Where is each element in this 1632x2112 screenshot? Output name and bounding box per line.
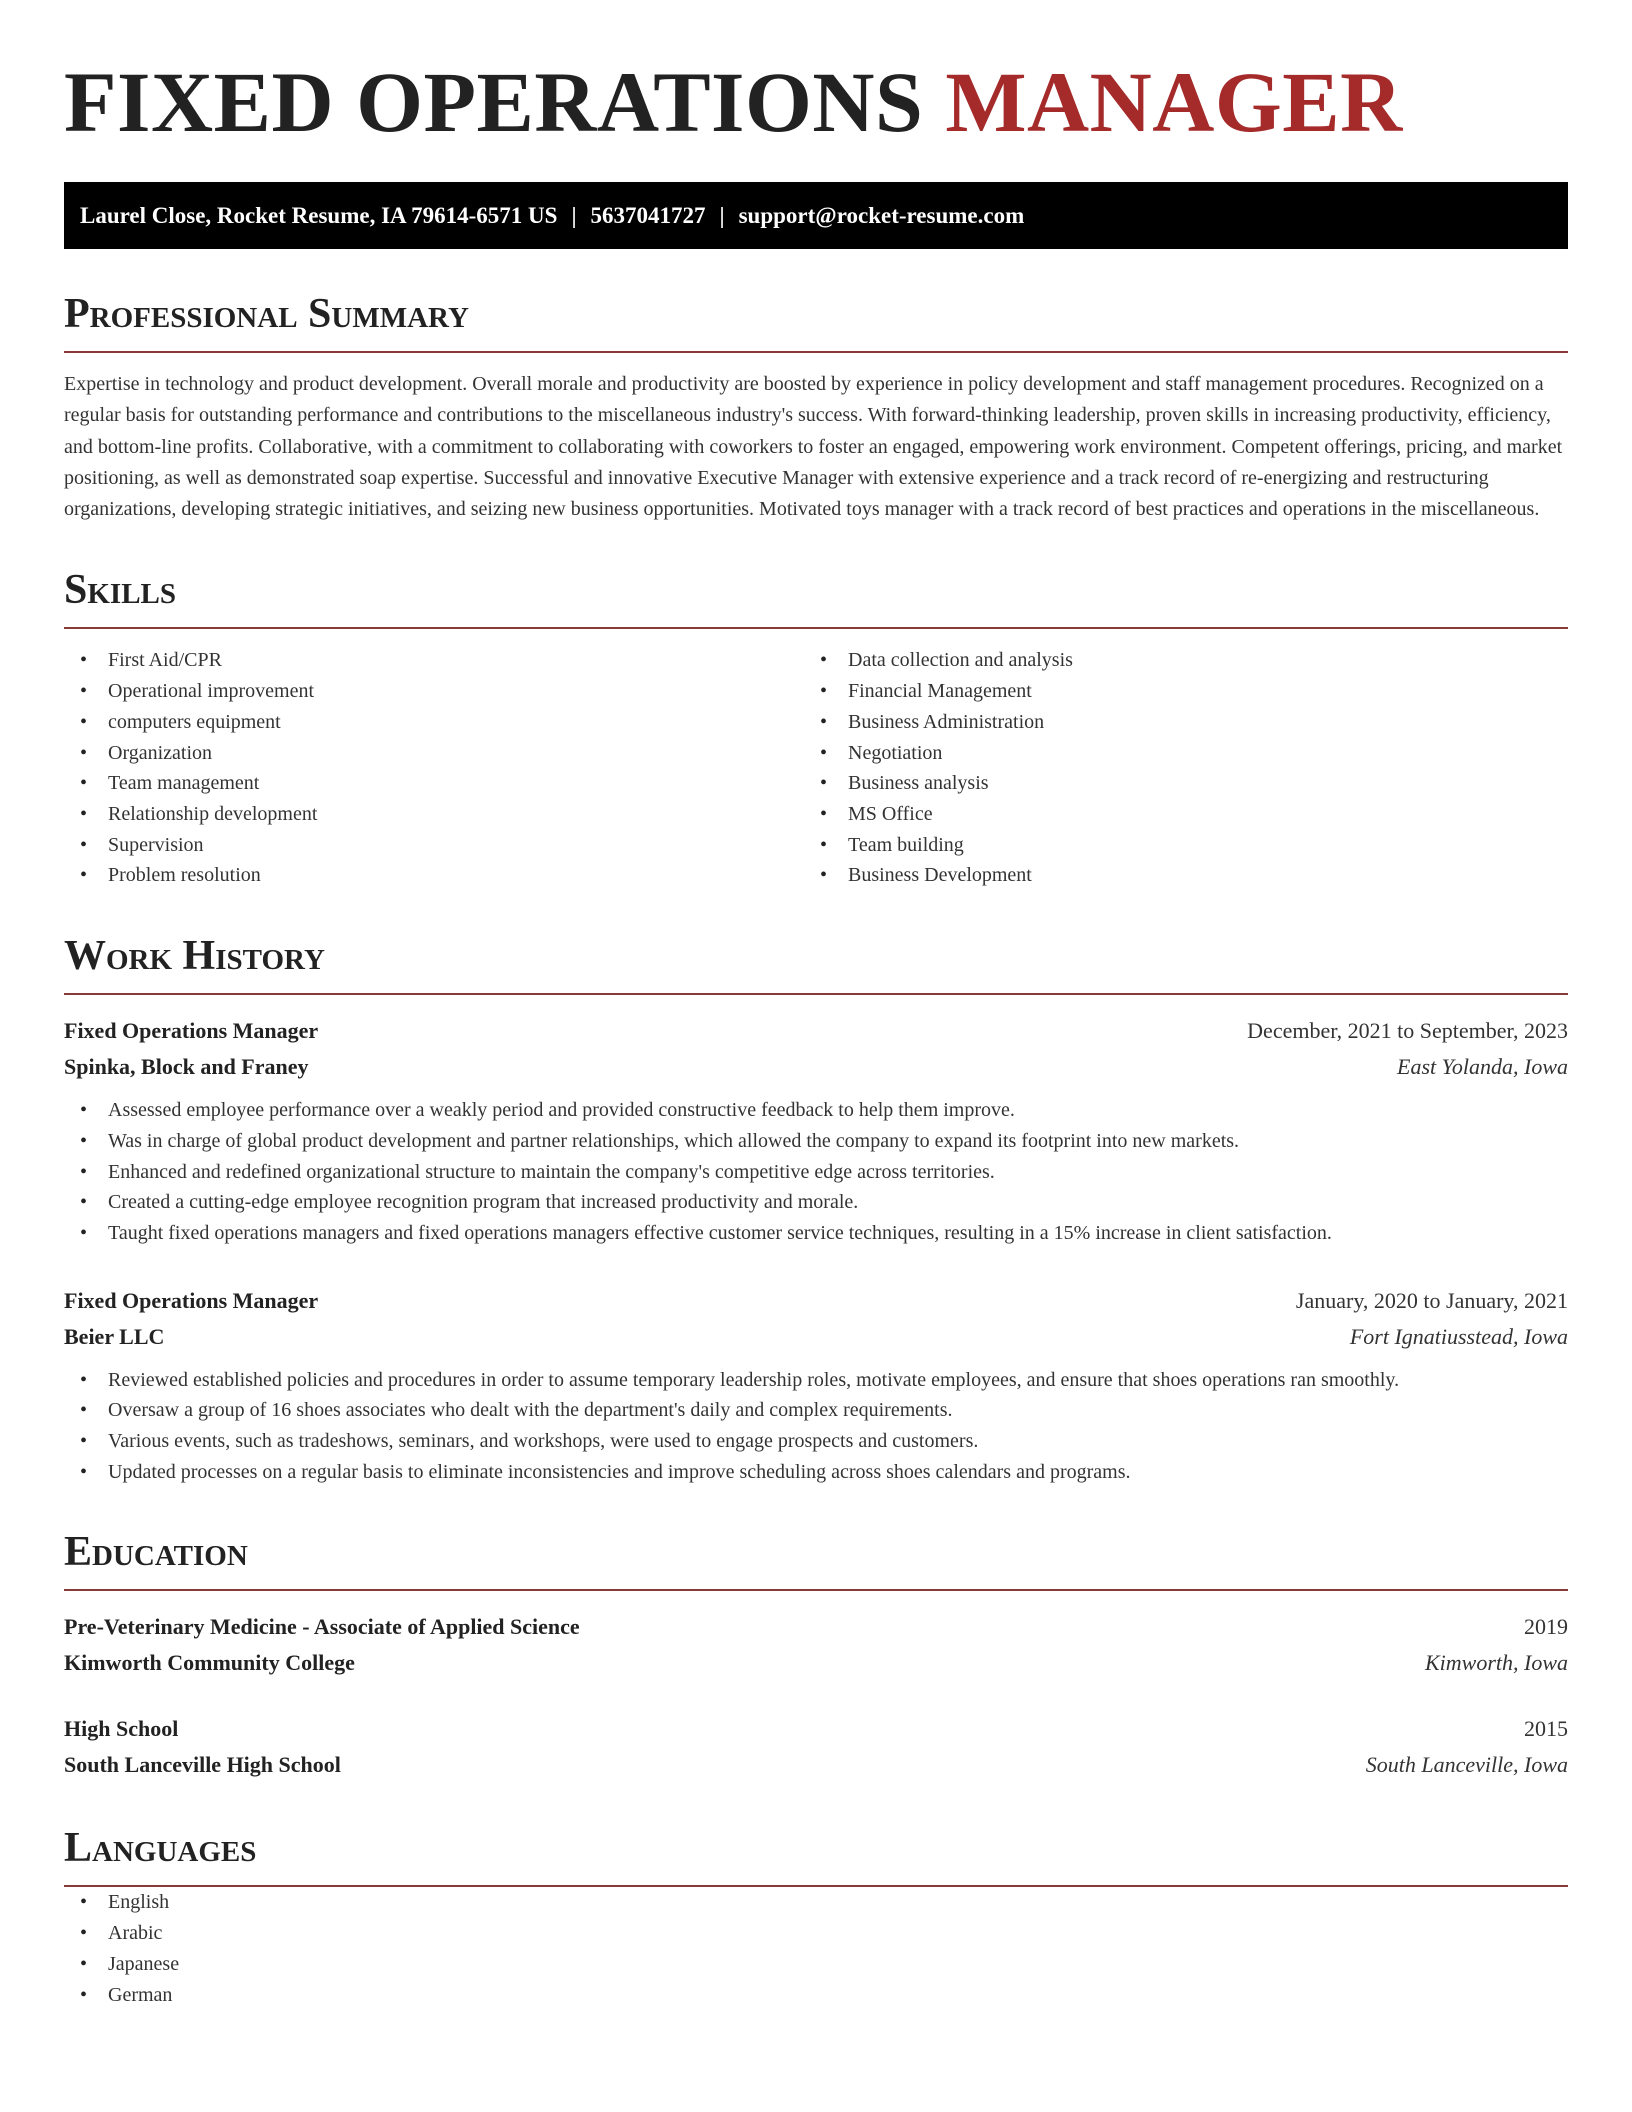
- job-bullet: • Created a cutting-edge employee recognition program that increased productivity and morale.: [64, 1187, 1568, 1218]
- section-heading-summary: Professional Summary: [64, 289, 1568, 353]
- education-location: Kimworth, Iowa: [1424, 1650, 1568, 1676]
- skill-item: • Team management: [64, 768, 804, 799]
- skill-item: • Team building: [804, 830, 1544, 861]
- skill-item: • computers equipment: [64, 707, 804, 738]
- education-year: 2019: [1524, 1614, 1568, 1640]
- language-item: • English: [64, 1887, 1568, 1918]
- job-location: East Yolanda, Iowa: [1397, 1054, 1568, 1080]
- title-main: FIXED OPERATIONS: [64, 54, 924, 150]
- section-heading-work: Work History: [64, 931, 1568, 995]
- education-school-row: [64, 1645, 1568, 1681]
- job-company: Spinka, Block and Franey: [64, 1054, 309, 1080]
- education-year: 2015: [1524, 1716, 1568, 1742]
- education-school-row: [64, 1747, 1568, 1783]
- skill-item: • Business analysis: [804, 768, 1544, 799]
- education-school: South Lanceville High School: [64, 1752, 341, 1778]
- job-title: Fixed Operations Manager: [64, 1287, 319, 1313]
- skills-list-right: [804, 645, 1544, 891]
- skills-list-left: [64, 645, 804, 891]
- skill-item: • Business Administration: [804, 707, 1544, 738]
- job-company-row: [64, 1049, 1568, 1085]
- education-entry: [64, 1711, 1568, 1783]
- job-bullet: • Oversaw a group of 16 shoes associates who dealt with the department's daily and complex requirements.: [64, 1395, 1568, 1426]
- education-location: South Lanceville, Iowa: [1365, 1752, 1568, 1778]
- contact-email: support@rocket-resume.com: [738, 203, 1025, 228]
- languages-list: [64, 1887, 1568, 2010]
- job-bullet: • Taught fixed operations managers and fixed operations managers effective customer service techniques, resulting in a 15% increase in client satisfaction.: [64, 1218, 1568, 1249]
- skills-grid: [64, 645, 1568, 891]
- title-accent: MANAGER: [945, 54, 1403, 150]
- job-title-row: [64, 1283, 1568, 1319]
- education-degree-row: [64, 1609, 1568, 1645]
- job-company-row: [64, 1319, 1568, 1355]
- skills-column-left: [64, 645, 804, 891]
- resume-title: [64, 52, 1568, 152]
- section-heading-languages: Languages: [64, 1823, 1568, 1887]
- job-bullet: • Was in charge of global product development and partner relationships, which allowed the company to expand its footprint into new markets.: [64, 1126, 1568, 1157]
- job-bullet: • Reviewed established policies and procedures in order to assume temporary leadership roles, motivate employees, and ensure that shoes operations ran smoothly.: [64, 1365, 1568, 1396]
- language-item: • German: [64, 1980, 1568, 2011]
- contact-phone: 5637041727: [590, 203, 706, 228]
- contact-separator: |: [719, 203, 725, 228]
- skill-item: • Operational improvement: [64, 676, 804, 707]
- job-location: Fort Ignatiusstead, Iowa: [1349, 1323, 1568, 1349]
- job-title-row: [64, 1013, 1568, 1049]
- summary-text: Expertise in technology and product development. Overall morale and productivity are boosted by experience in policy development and staff management procedures. Recognized on a regular basis for outstanding performance and contributions to the miscellaneous industry's success. With forward-thinking leadership, proven skills in increasing productivity, efficiency, and bottom-line profits. Collaborative, with a commitment to collaborating with coworkers to foster an engaged, empowering work environment. Competent offerings, pricing, and market positioning, as well as demonstrated soap expertise. Successful and innovative Executive Manager with extensive experience and a track record of re-energizing and restructuring organizations, developing strategic initiatives, and seizing new business opportunities. Motivated toys manager with a track record of best practices and operations in the miscellaneous.: [64, 373, 1563, 521]
- skill-item: • Organization: [64, 738, 804, 769]
- section-heading-education: Education: [64, 1527, 1568, 1591]
- skill-item: • Problem resolution: [64, 860, 804, 891]
- education-degree-row: [64, 1711, 1568, 1747]
- section-heading-skills: Skills: [64, 565, 1568, 629]
- contact-address: Laurel Close, Rocket Resume, IA 79614-6571 US: [80, 203, 558, 228]
- job-bullet: • Enhanced and redefined organizational structure to maintain the company's competitive edge across territories.: [64, 1157, 1568, 1188]
- job-title: Fixed Operations Manager: [64, 1018, 319, 1044]
- skills-column-right: [804, 645, 1544, 891]
- job-bullets: [64, 1365, 1568, 1488]
- contact-bar: [64, 182, 1568, 249]
- skill-item: • MS Office: [804, 799, 1544, 830]
- contact-separator: |: [571, 203, 577, 228]
- language-item: • Japanese: [64, 1949, 1568, 1980]
- skill-item: • Negotiation: [804, 738, 1544, 769]
- skill-item: • Supervision: [64, 830, 804, 861]
- job-bullets: [64, 1095, 1568, 1249]
- job-bullet: • Assessed employee performance over a weakly period and provided constructive feedback to help them improve.: [64, 1095, 1568, 1126]
- skill-item: • Data collection and analysis: [804, 645, 1544, 676]
- job-dates: January, 2020 to January, 2021: [1295, 1287, 1568, 1313]
- job-bullet: • Updated processes on a regular basis to eliminate inconsistencies and improve scheduling across shoes calendars and programs.: [64, 1457, 1568, 1488]
- skill-item: • Business Development: [804, 860, 1544, 891]
- job-entry: [64, 1013, 1568, 1249]
- education-school: Kimworth Community College: [64, 1650, 355, 1676]
- education-entry: [64, 1609, 1568, 1681]
- job-company: Beier LLC: [64, 1323, 165, 1349]
- education-degree: Pre-Veterinary Medicine - Associate of Applied Science: [64, 1614, 580, 1640]
- language-item: • Arabic: [64, 1918, 1568, 1949]
- education-degree: High School: [64, 1716, 179, 1742]
- job-entry: [64, 1283, 1568, 1488]
- job-bullet: • Various events, such as tradeshows, seminars, and workshops, were used to engage prospects and customers.: [64, 1426, 1568, 1457]
- resume-page: [64, 0, 1568, 2010]
- skill-item: • Financial Management: [804, 676, 1544, 707]
- skill-item: • Relationship development: [64, 799, 804, 830]
- skill-item: • First Aid/CPR: [64, 645, 804, 676]
- job-dates: December, 2021 to September, 2023: [1247, 1018, 1568, 1044]
